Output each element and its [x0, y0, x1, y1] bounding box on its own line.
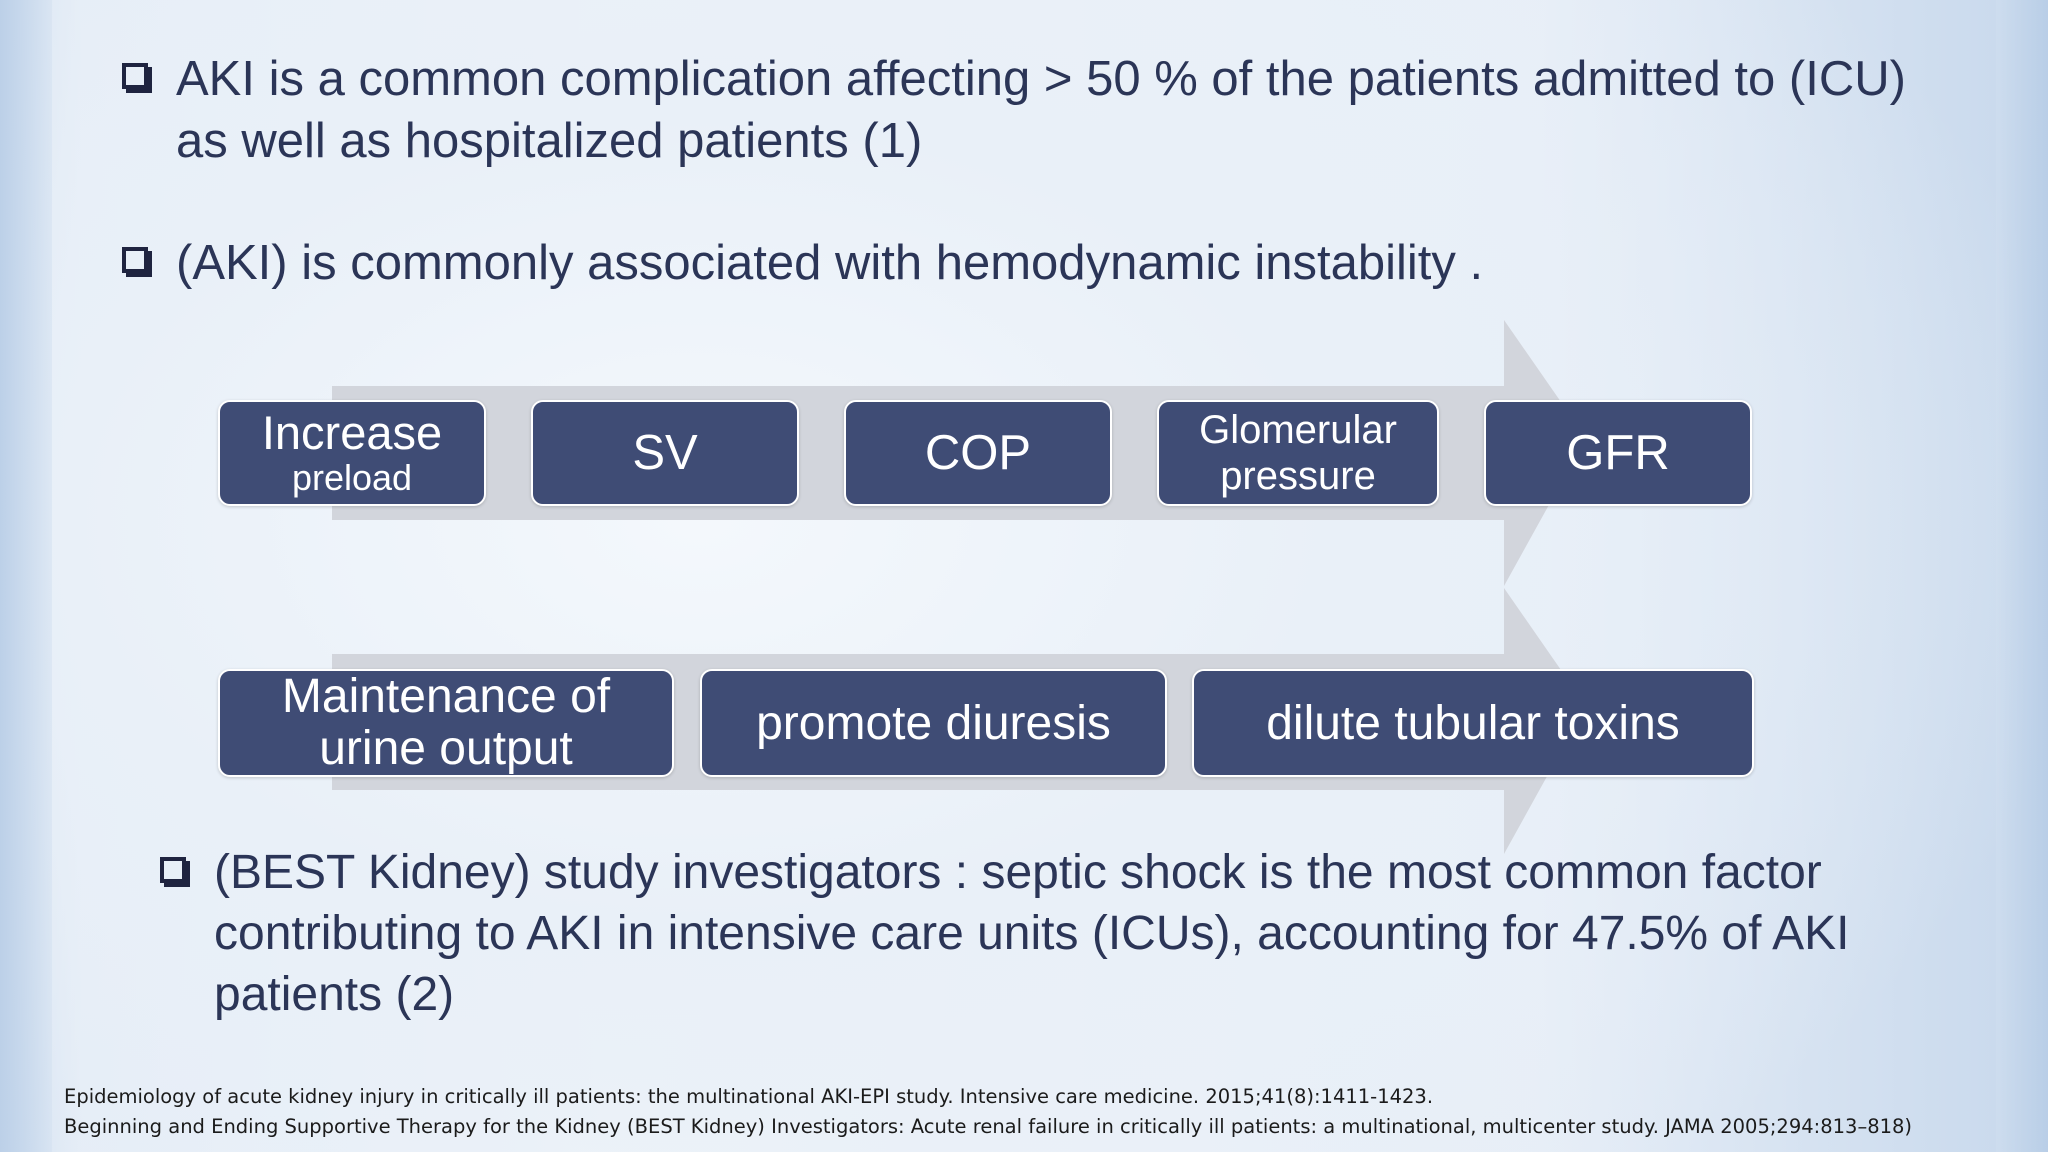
references: [64, 1082, 2024, 1142]
step-sub-label: pressure: [1220, 454, 1376, 498]
step-sub-label: urine output: [319, 722, 573, 775]
step-main-label: dilute tubular toxins: [1266, 696, 1680, 750]
step-glomerular-pressure: [1157, 400, 1439, 506]
step-main-label: promote diuresis: [756, 696, 1111, 750]
step-sub-label: preload: [291, 457, 413, 498]
step-main-label: Maintenance of: [281, 670, 611, 723]
step-gfr: [1484, 400, 1752, 506]
step-main-label: COP: [924, 426, 1032, 480]
reference-1: Epidemiology of acute kidney injury in critically ill patients: the multinational AKI-EPI study. Intensive care medicine. 2015;41(8):1411-1423.: [64, 1085, 1434, 1108]
bullet-text: AKI is a common complication affecting > 50 % of the patients admitted to (ICU) as well as hospitalized patients (1): [176, 52, 1906, 168]
bullet-text: (BEST Kidney) study investigators : septic shock is the most common factor contributing to AKI in intensive care units (ICUs), accounting for 47.5% of AKI patients (2): [214, 846, 1850, 1021]
step-promote-diuresis: [700, 669, 1167, 777]
step-maintenance-urine-output: [218, 669, 674, 777]
step-main-label: Increase: [261, 406, 443, 459]
step-increase-preload: [218, 400, 486, 506]
step-dilute-tubular-toxins: [1192, 669, 1754, 777]
bullet-text: (AKI) is commonly associated with hemodynamic instability .: [176, 236, 1484, 290]
step-main-label: GFR: [1566, 426, 1670, 480]
step-sv: [531, 400, 799, 506]
bullet-best-kidney: [160, 842, 1860, 1025]
step-main-label: Glomerular: [1199, 408, 1397, 452]
checkbox-bullet-icon: [160, 857, 186, 883]
step-main-label: SV: [632, 426, 698, 480]
reference-2: Beginning and Ending Supportive Therapy for the Kidney (BEST Kidney) Investigators: Acute renal failure in critically ill patients: a multinational, multicenter study. JAMA 2005;294:813–818): [64, 1115, 1913, 1138]
step-cop: [844, 400, 1112, 506]
